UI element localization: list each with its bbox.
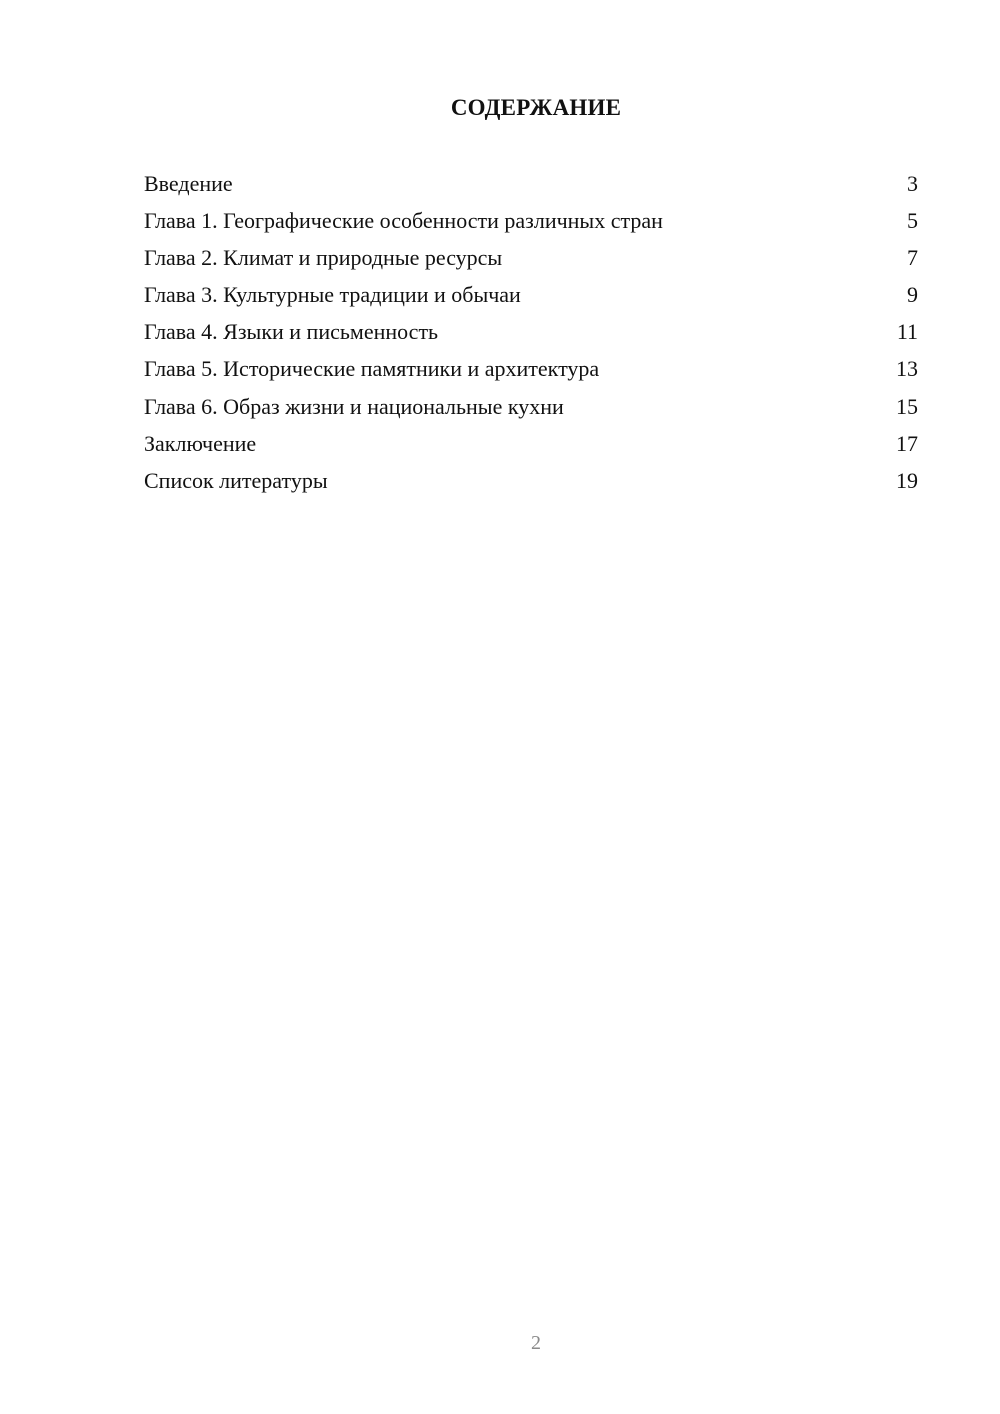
- toc-entry-chapter-4: [144, 317, 918, 354]
- toc-entry-page: 7: [907, 245, 918, 271]
- toc-entry-chapter-2: [144, 243, 918, 280]
- toc-entry-page: 3: [907, 171, 918, 196]
- toc-entry-page: 13: [896, 356, 918, 382]
- toc-entry-page: 15: [896, 393, 918, 419]
- table-of-contents: [144, 169, 918, 503]
- toc-entry-page: 17: [896, 430, 918, 456]
- toc-entry-page: 9: [907, 282, 918, 308]
- toc-entry-label: Глава 3. Культурные традиции и обычаи: [144, 282, 521, 308]
- toc-entry-label: Глава 4. Языки и письменность: [144, 319, 439, 345]
- toc-entry-chapter-1: [144, 206, 918, 243]
- toc-entry-label: Список литературы: [144, 467, 328, 493]
- toc-entry-conclusion: [144, 429, 918, 466]
- toc-entry-references: [144, 466, 918, 503]
- toc-entry-chapter-5: [144, 354, 918, 391]
- toc-entry-page: 19: [896, 467, 918, 493]
- toc-entry-introduction: [144, 169, 918, 206]
- toc-entry-label: Глава 6. Образ жизни и национальные кухни: [144, 393, 564, 419]
- toc-entry-chapter-3: [144, 280, 918, 317]
- page-number: 2: [531, 1332, 541, 1354]
- toc-entry-page: 5: [907, 208, 918, 234]
- toc-entry-label: Введение: [144, 171, 233, 196]
- toc-entry-chapter-6: [144, 392, 918, 429]
- toc-entry-label: Заключение: [144, 430, 257, 456]
- toc-entry-page: 11: [896, 319, 918, 345]
- toc-title: СОДЕРЖАНИЕ: [450, 95, 622, 120]
- toc-entry-label: Глава 5. Исторические памятники и архитектура: [144, 356, 600, 382]
- toc-entry-label: Глава 2. Климат и природные ресурсы: [144, 245, 503, 271]
- toc-entry-label: Глава 1. Географические особенности различных стран: [144, 208, 663, 234]
